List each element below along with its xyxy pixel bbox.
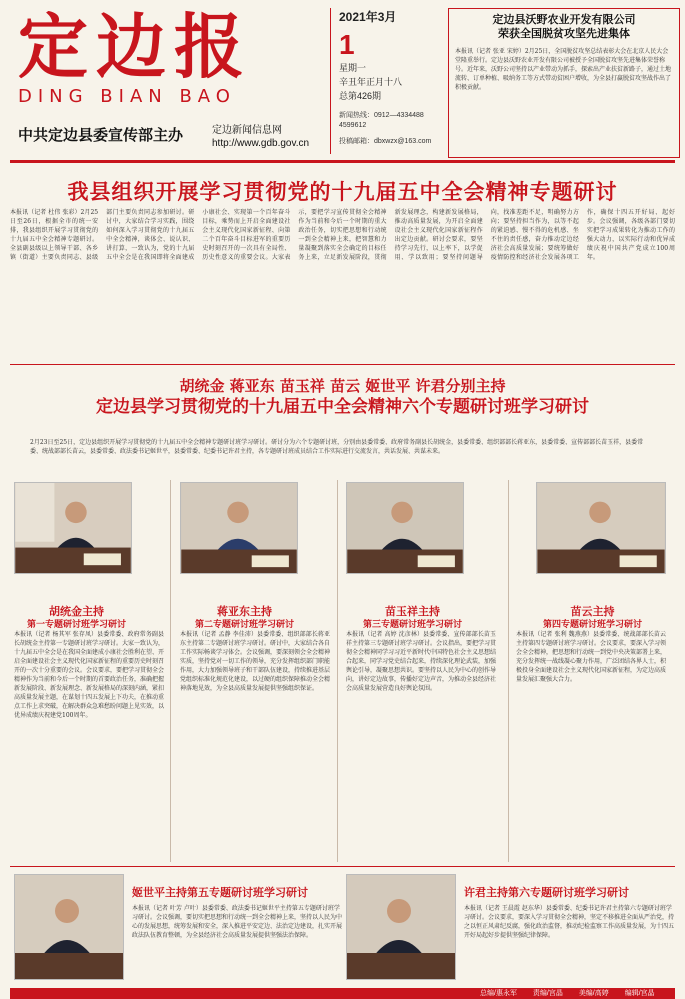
host-photo-4 [536,482,666,574]
top-story-box [448,8,680,158]
newspaper-logo [18,4,318,114]
date-day: 1 [339,29,355,60]
page-footer [10,988,675,999]
article5-body: 本报讯（记者 叶芳 卢叶）县委常委、政法委书记姬世平主持第五专题研讨班学习研讨。会议强调，要切实把思想和行动统一到全会精神上来，坚持以人民为中心的发展思想，统筹发展和安全，深入推进平安定边、法治定边建设，扎实开展政法队伍教育整顿，为全县经济社会高质量发展提供坚强法治保障。 [132,905,343,939]
speaker-photo-illustration [15,875,124,980]
bottom-divider [10,866,675,867]
speaker-photo-illustration [537,483,665,573]
footer-proof: 编辑/宫晶 [624,990,655,997]
article2-intro: 2月23日至25日，定边县组织开展学习贯彻党的十九届五中全会精神专题研讨班学习研讨。研讨分为六个专题研讨班，分别由县委常委、政府常务副县长胡统金，县委常委、组织部部长蒋亚东，县委常委、宣传部部长苗玉祥，县委常委、统战部部长苗云，县委常委、政法委书记姬世平，县委常委、纪委书记许君主持，各专题研讨班成员结合工作实际进行交流发言，共话发展、共谋未来。 [30,439,644,455]
article5-title: 姬世平主持第五专题研讨班学习研讨 [132,886,308,899]
host-photo-1 [14,482,132,574]
section-divider [10,364,675,365]
date-weekday: 星期一 [339,63,367,73]
issue-number: 总第426期 [339,91,382,101]
column-divider [170,480,171,862]
host-photo-6 [346,874,456,980]
column3-title [340,604,485,632]
bottom-article-5 [14,868,344,986]
column3-host: 苗玉祥主持 [385,605,440,618]
top-story-title-1: 定边县沃野农业开发有限公司 [492,13,636,26]
host-photo-2 [180,482,298,574]
article2-headline-block [10,376,675,418]
date-year-month: 2021年3月 [339,10,397,24]
column2-body: 本报讯（记者 孟静 李佳沛）县委常委、组织部部长蒋亚东主持第二专题研讨班学习研讨。研讨中，大家结合各自工作实际畅谈学习体会。会议强调，要深刻领会全会精神实质，坚持党对一切工作的领导，充分发挥组织部门职能作用，大力加强领导班子和干部队伍建设，持续推进基层党组织标准化规范化建设，以过硬的组织保障推动全会精神落地见效，为全县高质量发展提供坚强组织保证。 [180,631,330,692]
column4-body: 本报讯（记者 张利 魏燕燕）县委常委、统战部部长苗云主持第四专题研讨班学习研讨。会议要求，要深入学习领会全会精神，把思想和行动统一到党中央决策部署上来，充分发挥统一战线凝心聚力作用，广泛团结各界人士，积极投身全面建设社会主义现代化国家新征程，为定边高质量发展汇聚强大合力。 [516,631,666,683]
site-info [212,124,330,150]
logo-pinyin: DING BIAN BAO [18,86,236,107]
article1-body: 本报讯（记者 杜伟 张彩）2月25日至26日，根据全市的统一安排，我县组织开展学习贯彻党的十九届五中全会精神专题研讨。全县副县级以上领导干部、各乡镇（街道）主要负责同志、县级部门主要负责同志参加研讨。研讨中，大家结合学习实践，围绕如何深入学习贯彻党的十九届五中全会精神，谈体会、说认识、讲打算，一致认为，党的十九届五中全会是在我国即将全面建成小康社会、实现第一个百年奋斗目标，乘势而上开启全面建设社会主义现代化国家新征程、向第二个百年奋斗目标进军的重要历史时刻召开的一次具有全局性、历史性意义的重要会议。大家表示，要把学习宣传贯彻全会精神作为当前和今后一个时期的重大政治任务，切实把思想和行动统一到全会精神上来，把智慧和力量凝聚到落实全会确定的目标任务上来，立足新发展阶段，贯彻新发展理念，构建新发展格局，推动高质量发展，为开启全面建设社会主义现代化国家新征程作出定边贡献。研讨会要求，要坚持学习先行，以上率下，以学促用、学以致用；要坚持问题导向，找准差距不足，明确努力方向；要坚持担当作为，以等不起的紧迫感、慢不得的危机感、坐不住的责任感，奋力推动定边经济社会高质量发展；要统筹做好疫情防控和经济社会发展各项工作，确保十四五开好局、起好步。会议强调，各级各部门要切实把学习成果转化为推动工作的强大动力，以实际行动和优异成绩庆祝中国共产党成立100周年。 [10,209,675,261]
host-photo-5 [14,874,124,980]
site-name: 定边新闻信息网 [212,125,282,136]
column2-class: 第二专题研讨班学习研讨 [194,620,294,630]
column4-title [520,604,665,632]
column-divider [508,480,509,862]
masthead [0,0,685,160]
article1-headline: 我县组织开展学习贯彻党的十九届五中全会精神专题研讨 [67,180,618,204]
article6-body: 本报讯（记者 王晨霞 赵东华）县委常委、纪委书记许君主持第六专题研讨班学习研讨。会议要求，要深入学习贯彻全会精神，坚定不移推进全面从严治党，持之以恒正风肃纪反腐，强化政治监督，推动纪检监察工作高质量发展，为十四五开好局起好步提供坚强纪律保障。 [464,905,675,939]
speaker-photo-illustration [347,483,463,573]
date-lunar: 辛丑年正月十八 [339,77,403,87]
column2-title [172,604,317,632]
footer-chief-editor: 总编/惠永军 [480,990,517,997]
column3-class: 第三专题研讨班学习研讨 [362,620,462,630]
logo-title: 定边报 [18,5,252,88]
column3-body: 本报讯（记者 高婷 沈彦林）县委常委、宣传部部长苗玉祥主持第三专题研讨班学习研讨。会议指出，要把学习贯彻全会精神同学习习近平新时代中国特色社会主义思想结合起来，同学习党史结合起来，持续深化理论武装，加强舆论引导，凝聚思想共识。要坚持以人民为中心的创作导向，讲好定边故事，传播好定边声音，为推动全县经济社会高质量发展营造良好舆论氛围。 [346,631,496,692]
footer-designer: 美编/高婷 [578,990,609,997]
column1-title [4,604,149,632]
dateline-box [330,8,444,154]
column1-body: 本报讯（记者 杨其军 张存凤）县委常委、政府常务副县长胡统金主持第一专题研讨班学习研讨。大家一致认为，十九届五中全会是在我国全面建成小康社会胜利在望、开启全面建设社会主义现代化国家新征程的重要历史时刻召开的一次十分重要的会议。会议要求，要把学习贯彻全会精神作为当前和今后一个时期的首要政治任务，准确把握新发展阶段、新发展理念、新发展格局的深刻内涵，紧扣高质量发展主题，在谋划十四五发展上下功夫，在推动重点工作上求突破，在解决群众急难愁盼问题上见实效，以优异成绩庆祝建党100周年。 [14,631,164,719]
masthead-divider [10,160,675,163]
article6-title: 许君主持第六专题研讨班学习研讨 [464,886,629,899]
top-story-title-2: 荣获全国脱贫攻坚先进集体 [498,27,630,40]
article2-headline: 定边县学习贯彻党的十九届五中全会精神六个专题研讨班学习研讨 [96,397,589,417]
column-divider [337,480,338,862]
article2-kicker: 胡统金 蒋亚东 苗玉祥 苗云 姬世平 许君分别主持 [179,377,506,395]
speaker-photo-illustration [15,483,131,573]
footer-editor: 责编/宫晶 [532,990,563,997]
submission-email: 投稿邮箱：dbxwzx@163.com [339,138,432,145]
bottom-article-6 [346,868,676,986]
news-hotline: 新闻热线：0912—4334488 4599612 [339,112,424,129]
top-story-lead: 本报讯（记者 张亚 宋婷）2月25日，全国脱贫攻坚总结表彰大会在北京人民大会堂隆重举行。定边县沃野农业开发有限公司被授予全国脱贫攻坚先进集体荣誉称号。近年来，沃野公司坚持以产业带动为抓手，探索出产业扶贫新路子，通过土地流转、订单种植、吸纳务工等方式带动贫困户增收，为全县打赢脱贫攻坚战作出了积极贡献。 [455,48,672,91]
column4-host: 苗云主持 [570,605,615,618]
column4-class: 第四专题研讨班学习研讨 [542,620,642,630]
host-photo-3 [346,482,464,574]
column1-host: 胡统金主持 [49,605,104,618]
speaker-photo-illustration [347,875,456,980]
column2-host: 蒋亚东主持 [217,605,272,618]
column1-class: 第一专题研讨班学习研讨 [26,620,126,630]
speaker-photo-illustration [181,483,297,573]
sponsor-line: 中共定边县委宣传部主办 [18,127,184,144]
site-url[interactable]: http://www.gdb.gov.cn [212,138,310,149]
